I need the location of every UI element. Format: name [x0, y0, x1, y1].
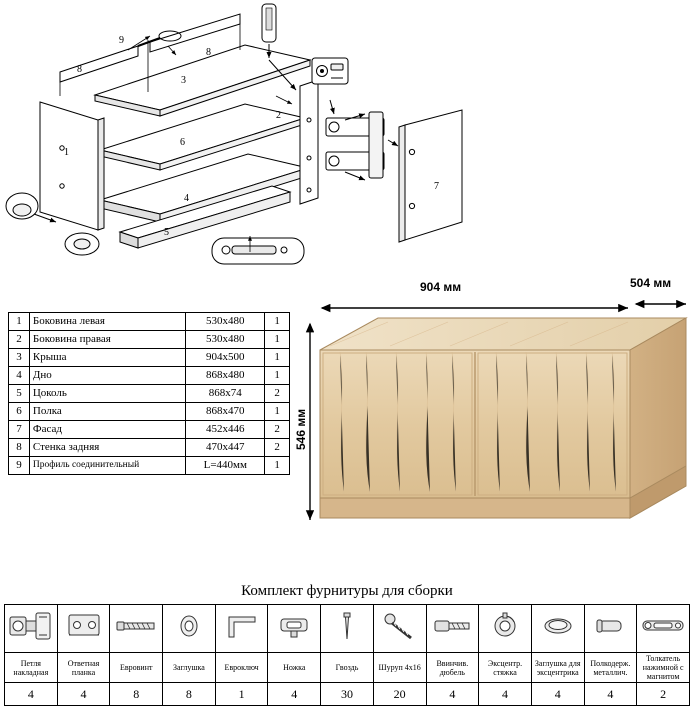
- callout-8-right: 8: [206, 47, 211, 58]
- part-size: 470х447: [186, 439, 265, 457]
- kit-item-qty: 4: [57, 683, 110, 706]
- kit-item-qty: 20: [373, 683, 426, 706]
- part-side-left: [40, 102, 104, 230]
- kit-title: Комплект фурнитуры для сборки: [241, 583, 453, 599]
- part-name: Фасад: [29, 421, 186, 439]
- table-row: [9, 421, 290, 439]
- part-qty: 1: [265, 403, 290, 421]
- kit-item-name: Толкатель нажимной с магнитом: [637, 653, 690, 683]
- cabinet-render: [294, 276, 690, 540]
- kit-item-qty: 30: [321, 683, 374, 706]
- exploded-assembly-diagram: [0, 0, 694, 290]
- kit-item-name: Полкодерж. металлич.: [584, 653, 637, 683]
- kit-item-name: Петля накладная: [5, 653, 58, 683]
- table-row: [9, 439, 290, 457]
- cabinet-plinth: [320, 498, 630, 518]
- kit-icon-row: [5, 605, 690, 653]
- hinge-overlay-icon: [5, 605, 58, 653]
- nail-icon: [321, 605, 374, 653]
- part-no: 9: [9, 457, 30, 475]
- callout-3: 3: [181, 75, 186, 86]
- part-name: Боковина левая: [29, 313, 186, 331]
- table-row: [9, 331, 290, 349]
- kit-item-name: Евровинт: [110, 653, 163, 683]
- kit-item-name: Евроключ: [215, 653, 268, 683]
- kit-item-qty: 4: [5, 683, 58, 706]
- kit-item-qty: 4: [426, 683, 479, 706]
- magnet-latch-icon: [637, 605, 690, 653]
- part-no: 6: [9, 403, 30, 421]
- part-qty: 2: [265, 421, 290, 439]
- parts-table: [8, 312, 290, 475]
- part-no: 2: [9, 331, 30, 349]
- callout-1: 1: [64, 147, 69, 158]
- kit-item-name: Шуруп 4х16: [373, 653, 426, 683]
- cabinet-top: [320, 318, 686, 350]
- part-no: 4: [9, 367, 30, 385]
- eccentric-tie-icon: [479, 605, 532, 653]
- part-qty: 2: [265, 385, 290, 403]
- kit-item-name: Заглушка: [163, 653, 216, 683]
- part-qty: 1: [265, 313, 290, 331]
- part-no: 8: [9, 439, 30, 457]
- kit-qty-row: [5, 683, 690, 706]
- part-qty: 1: [265, 331, 290, 349]
- kit-item-name: Заглушка для эксцентрика: [531, 653, 584, 683]
- kit-item-name: Ввинчив. дюбель: [426, 653, 479, 683]
- kit-item-qty: 2: [637, 683, 690, 706]
- kit-item-qty: 4: [479, 683, 532, 706]
- part-size: 868х74: [186, 385, 265, 403]
- leg-icon: [268, 605, 321, 653]
- part-qty: 1: [265, 349, 290, 367]
- callout-7: 7: [434, 181, 439, 192]
- part-name: Полка: [29, 403, 186, 421]
- hardware-kit-table: [4, 604, 690, 706]
- part-size: 868х480: [186, 367, 265, 385]
- screw-icon: [373, 605, 426, 653]
- table-row: [9, 367, 290, 385]
- kit-item-qty: 4: [584, 683, 637, 706]
- part-facade-door: [399, 110, 462, 242]
- kit-item-name: Эксцентр. стяжка: [479, 653, 532, 683]
- table-row: [9, 457, 290, 475]
- shelf-support-icon: [584, 605, 637, 653]
- hinge-plate-icon: [57, 605, 110, 653]
- part-size: 904х500: [186, 349, 265, 367]
- kit-item-name: Ответная планка: [57, 653, 110, 683]
- part-name: Крыша: [29, 349, 186, 367]
- eccentric-detail-group: [312, 58, 348, 84]
- part-name: Боковина правая: [29, 331, 186, 349]
- part-name: Дно: [29, 367, 186, 385]
- kit-item-qty: 8: [163, 683, 216, 706]
- part-size: 452х446: [186, 421, 265, 439]
- height-label: 546 мм: [294, 408, 308, 450]
- table-row: [9, 313, 290, 331]
- part-qty: 2: [265, 439, 290, 457]
- table-row: [9, 349, 290, 367]
- callout-6: 6: [180, 137, 185, 148]
- part-side-right: [300, 80, 318, 204]
- assembly-svg: [0, 0, 694, 292]
- callout-9: 9: [119, 35, 124, 46]
- part-size: 530х480: [186, 331, 265, 349]
- part-no: 1: [9, 313, 30, 331]
- callout-4: 4: [184, 193, 189, 204]
- part-qty: 1: [265, 367, 290, 385]
- hinge-detail-group: [326, 100, 398, 180]
- kit-item-name: Ножка: [268, 653, 321, 683]
- cap-icon: [163, 605, 216, 653]
- euro-screw-icon: [110, 605, 163, 653]
- part-size: L=440мм: [186, 457, 265, 475]
- kit-item-qty: 1: [215, 683, 268, 706]
- kit-name-row: [5, 653, 690, 683]
- part-qty: 1: [265, 457, 290, 475]
- part-no: 7: [9, 421, 30, 439]
- magnet-latch-detail: [212, 238, 304, 264]
- kit-item-qty: 4: [531, 683, 584, 706]
- part-name: Стенка задняя: [29, 439, 186, 457]
- part-size: 530х480: [186, 313, 265, 331]
- table-row: [9, 385, 290, 403]
- part-name: Цоколь: [29, 385, 186, 403]
- part-no: 3: [9, 349, 30, 367]
- kit-item-qty: 8: [110, 683, 163, 706]
- cabinet-svg: [300, 290, 690, 540]
- width-label: 904 мм: [420, 280, 462, 294]
- callout-8-left: 8: [77, 64, 82, 75]
- eccentric-cap-icon: [531, 605, 584, 653]
- callout-2: 2: [276, 110, 281, 121]
- kit-item-name: Гвоздь: [321, 653, 374, 683]
- dowel-screw-icon: [426, 605, 479, 653]
- callout-5: 5: [164, 227, 169, 238]
- table-row: [9, 403, 290, 421]
- part-no: 5: [9, 385, 30, 403]
- part-name: Профиль соединительный: [29, 457, 186, 475]
- part-size: 868х470: [186, 403, 265, 421]
- depth-label: 504 мм: [630, 276, 672, 290]
- kit-item-qty: 4: [268, 683, 321, 706]
- euro-key-icon: [215, 605, 268, 653]
